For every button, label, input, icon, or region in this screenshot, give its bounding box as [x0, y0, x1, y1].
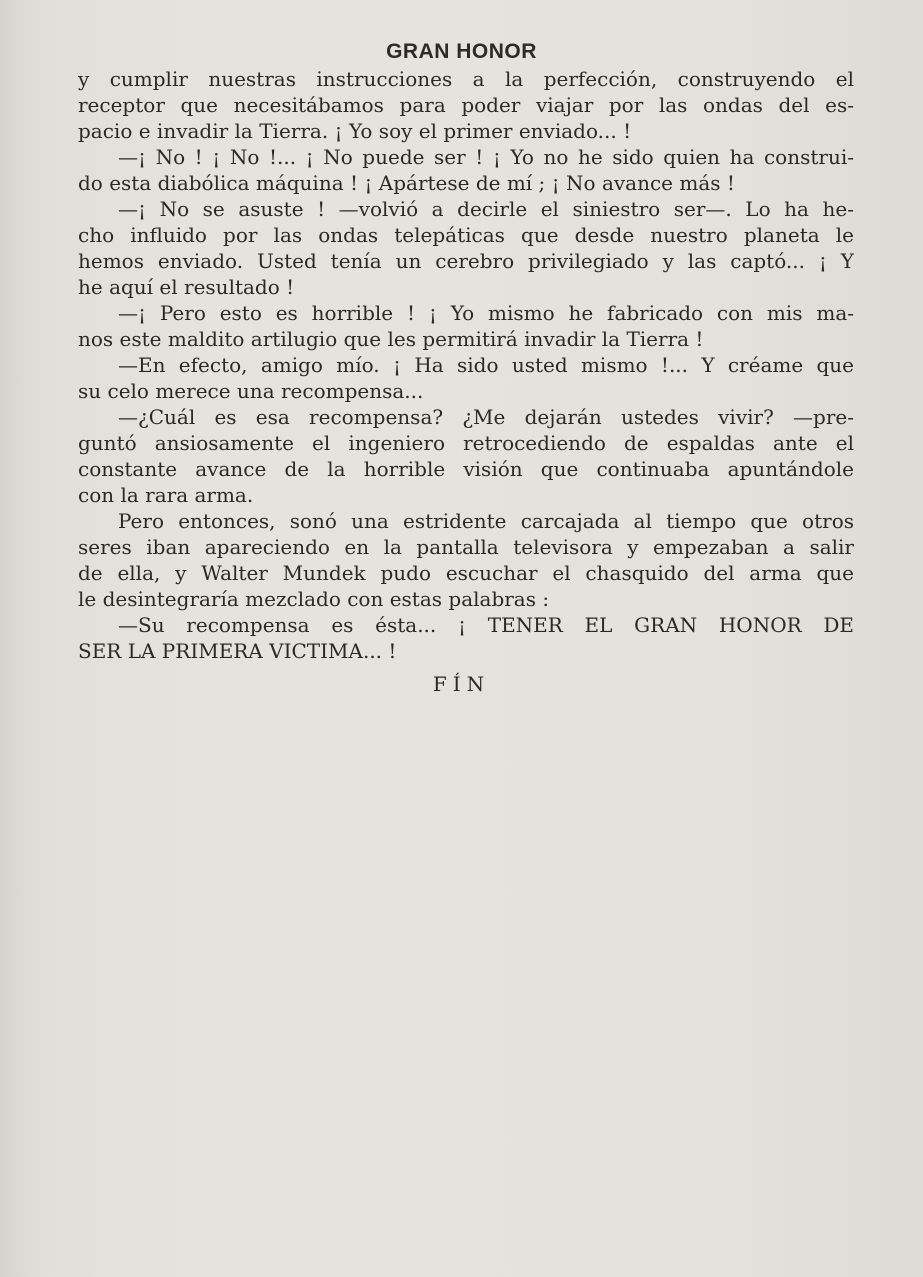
text-line: —Su recompensa es ésta... ¡ TENER EL GRAN HONOR DE [118, 613, 854, 637]
paragraph [78, 144, 854, 196]
text-line: nos este maldito artilugio que les permitirá invadir la Tierra ! [78, 327, 704, 351]
paragraph [78, 404, 854, 508]
end-mark: FÍN [432, 672, 491, 696]
paragraph [78, 352, 854, 404]
text-line: Pero entonces, sonó una estridente carcajada al tiempo que otros [118, 509, 854, 533]
body-text [78, 66, 854, 664]
text-line: y cumplir nuestras instrucciones a la perfección, construyendo el [78, 67, 854, 91]
paragraph [78, 196, 854, 300]
text-line: le desintegraría mezclado con estas palabras : [78, 587, 550, 611]
text-line: receptor que necesitábamos para poder viajar por las ondas del es- [78, 93, 854, 117]
paragraph [78, 300, 854, 352]
text-line: SER LA PRIMERA VICTIMA... ! [78, 639, 397, 663]
text-line: de ella, y Walter Mundek pudo escuchar el chasquido del arma que [78, 561, 854, 585]
text-line: —¿Cuál es esa recompensa? ¿Me dejarán ustedes vivir? —pre- [118, 405, 854, 429]
text-line: seres iban apareciendo en la pantalla televisora y empezaban a salir [78, 535, 854, 559]
paragraph [78, 66, 854, 144]
text-line: constante avance de la horrible visión que continuaba apuntándole [78, 457, 854, 481]
text-line: pacio e invadir la Tierra. ¡ Yo soy el primer enviado... ! [78, 119, 632, 143]
text-line: su celo merece una recompensa... [78, 379, 424, 403]
text-line: cho influido por las ondas telepáticas que desde nuestro planeta le [78, 223, 854, 247]
paragraph [78, 508, 854, 612]
text-line: —¡ No se asuste ! —volvió a decirle el siniestro ser—. Lo ha he- [118, 197, 854, 221]
text-line: hemos enviado. Usted tenía un cerebro privilegiado y las captó... ¡ Y [78, 249, 854, 273]
text-line: con la rara arma. [78, 483, 254, 507]
paragraph [78, 612, 854, 664]
text-line: —En efecto, amigo mío. ¡ Ha sido usted mismo !... Y créame que [118, 353, 854, 377]
text-line: do esta diabólica máquina ! ¡ Apártese de mí ; ¡ No avance más ! [78, 171, 735, 195]
text-line: —¡ Pero esto es horrible ! ¡ Yo mismo he fabricado con mis ma- [118, 301, 854, 325]
text-line: he aquí el resultado ! [78, 275, 295, 299]
running-head: GRAN HONOR [386, 40, 537, 63]
text-line: guntó ansiosamente el ingeniero retrocediendo de espaldas ante el [78, 431, 854, 455]
text-line: —¡ No ! ¡ No !... ¡ No puede ser ! ¡ Yo no he sido quien ha construi- [118, 145, 854, 169]
